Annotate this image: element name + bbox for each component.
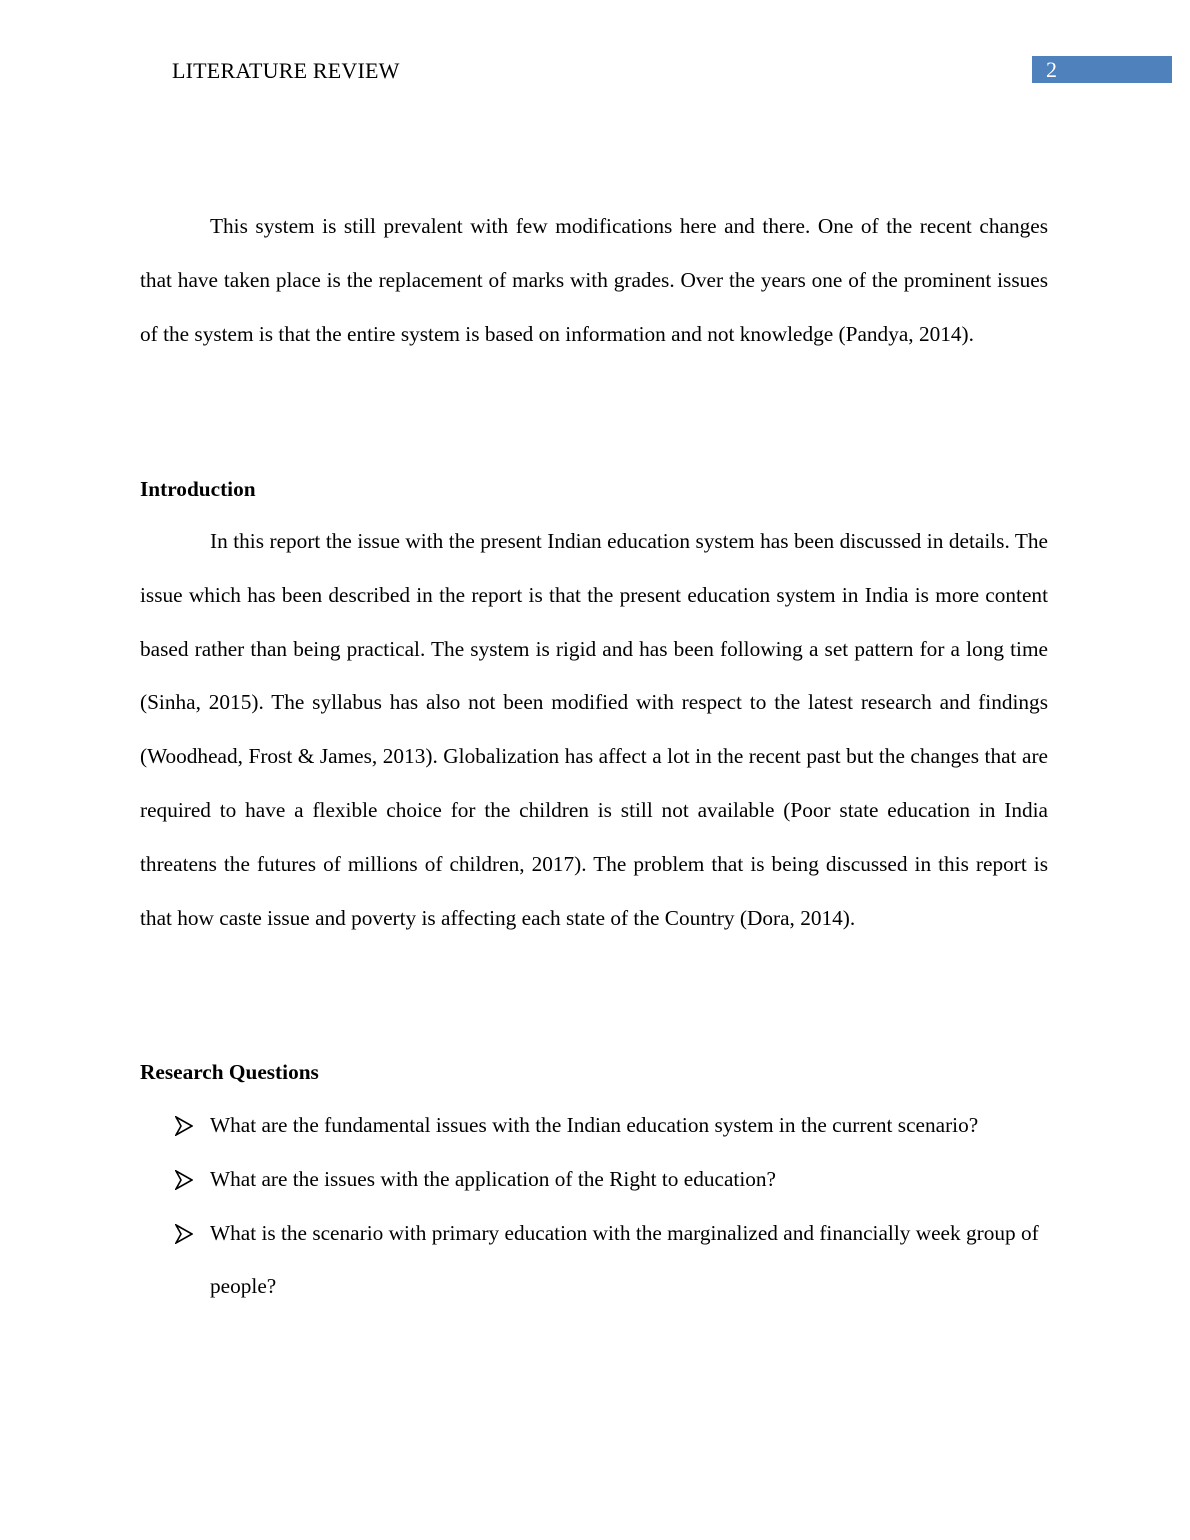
- list-item: [0, 1099, 1048, 1153]
- page-number: 2: [1046, 57, 1057, 82]
- list-item: [0, 1153, 1048, 1207]
- list-item-text: What is the scenario with primary education with the marginalized and financially week group of people?: [210, 1220, 1039, 1299]
- section-heading-introduction: Introduction: [140, 477, 256, 501]
- body-paragraph: This system is still prevalent with few modifications here and there. One of the recent changes that have taken place is the replacement of marks with grades. Over the years one of the prominent issues of the system is that the entire system is based on information and not knowledge (Pandya, 2014).: [140, 214, 1048, 346]
- list-item: [0, 1207, 1048, 1315]
- section-heading-research-questions: Research Questions: [140, 1060, 319, 1084]
- list-item-text: What are the issues with the application of the Right to education?: [210, 1166, 776, 1191]
- research-questions-list: [0, 1099, 1190, 1314]
- running-head: LITERATURE REVIEW: [172, 58, 400, 83]
- page-number-box: [1032, 56, 1172, 83]
- arrow-bullet-icon: [175, 1224, 193, 1244]
- arrow-bullet-icon: [175, 1170, 193, 1190]
- arrow-bullet-icon: [175, 1116, 193, 1136]
- list-item-text: What are the fundamental issues with the Indian education system in the current scenario?: [210, 1113, 979, 1137]
- introduction-paragraph: In this report the issue with the present Indian education system has been discussed in details. The issue which has been described in the report is that the present education system in India is more content based rather than being practical. The system is rigid and has been following a set pattern for a long time (Sinha, 2015). The syllabus has also not been modified with respect to the latest research and findings (Woodhead, Frost & James, 2013). Globalization has affect a lot in the recent past but the changes that are required to have a flexible choice for the children is still not available (Poor state education in India threatens the futures of millions of children, 2017). The problem that is being discussed in this report is that how caste issue and poverty is affecting each state of the Country (Dora, 2014).: [140, 529, 1048, 930]
